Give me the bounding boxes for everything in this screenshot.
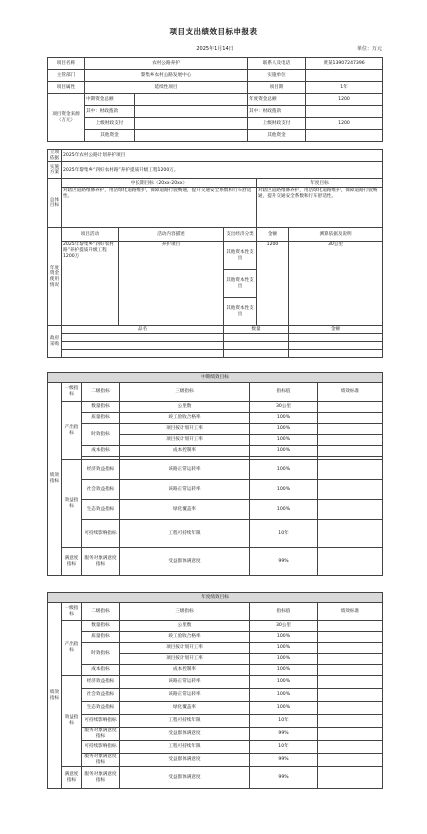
mid-h-l2: 二级指标 xyxy=(82,383,120,402)
year-row-std xyxy=(318,676,383,689)
mid-row-l2: 社会效益指标 xyxy=(82,480,120,500)
fiscal-value-2 xyxy=(306,106,383,118)
year-row-l3: 项目按计划开工率 xyxy=(120,654,250,665)
year-row-l3: 绿化覆盖率 xyxy=(120,702,250,715)
mid-row-l3: 绿化覆盖率 xyxy=(120,500,250,520)
mid-row-l3: 成本控制率 xyxy=(120,446,250,457)
mid-effect-label: 效益指标 xyxy=(62,460,82,548)
year-row-l3: 工程可持续年限 xyxy=(120,741,250,754)
mid-row-l3: 该路正常运转率 xyxy=(120,480,250,500)
mid-h-std: 绩效标准 xyxy=(318,383,383,402)
year-row-l2: 可持续影响指标 xyxy=(82,715,120,728)
plan-table xyxy=(47,149,383,358)
mid-row-val: 100% xyxy=(250,435,318,446)
mid-row-l3: 项目按计划开工率 xyxy=(120,435,250,446)
mid-row-l3: 竣工验收合格率 xyxy=(120,413,250,424)
name-label: 项目名称 xyxy=(48,58,85,70)
mid-row-val: 100% xyxy=(250,480,318,500)
year-row-val: 99% xyxy=(250,754,318,767)
mid-row-std xyxy=(318,446,383,457)
mid-row-val: 100% xyxy=(250,500,318,520)
year-row-l2: 经济效益指标 xyxy=(82,676,120,689)
year-effect-label: 效益指标 xyxy=(62,676,82,767)
fiscal-label: 其中：财政拨款 xyxy=(85,106,135,118)
mid-row-l3: 工程可持续年限 xyxy=(120,520,250,548)
year-row-val: 30公里 xyxy=(250,621,318,632)
act-econ-2: 其他资本性支出 xyxy=(224,270,257,298)
mid-h-val: 指标值 xyxy=(250,383,318,402)
mid-row-l2: 数量指标 xyxy=(82,402,120,413)
year-row-l3: 项目按计划开工率 xyxy=(120,643,250,654)
act-header-desc: 活动内容描述 xyxy=(119,228,224,242)
fiscal-value xyxy=(135,106,248,118)
mid-row-l3: 该路正常运转率 xyxy=(120,460,250,480)
year-row-val: 100% xyxy=(250,643,318,654)
upper-value-2: 1200 xyxy=(306,118,383,130)
mid-goal-text: 对辖区道路维修养护，用活绿化道路维护，保障道路行驶畅通，提升交通安全系数和行车舒适性。 xyxy=(62,188,257,228)
year-section-title: 年度绩效目标 xyxy=(48,593,383,603)
mid-row-std xyxy=(318,460,383,480)
year-perf-label: 绩效指标 xyxy=(48,603,62,789)
gov-cell xyxy=(224,350,289,358)
other-value-2 xyxy=(306,130,383,142)
year-total-label: 年度资金总额 xyxy=(248,94,306,106)
gov-cell xyxy=(289,350,383,358)
dept-label: 主管部门 xyxy=(48,70,85,82)
mid-output-label: 产出指标 xyxy=(62,402,82,460)
impl-value xyxy=(306,70,383,82)
other-value xyxy=(135,130,248,142)
year-row-val: 10年 xyxy=(250,741,318,754)
year-row-l2: 生态效益指标 xyxy=(82,702,120,715)
gov-header-amount: 金额 xyxy=(289,326,383,334)
period-label: 项目期 xyxy=(248,82,306,94)
year-satisfy-label: 满意度指标 xyxy=(62,767,82,789)
year-h-l3: 三级指标 xyxy=(120,603,250,621)
act-econ-3: 其他资本性支出 xyxy=(224,298,257,326)
mid-goal-header: 中长期目标（20xx-20xx） xyxy=(62,179,257,188)
gov-cell xyxy=(62,342,224,350)
year-row-std xyxy=(318,741,383,754)
act-header-basis: 测算依据及说明 xyxy=(289,228,383,242)
year-row-l2: 成本指标 xyxy=(82,665,120,676)
act-header-name: 项目活动 xyxy=(62,228,119,242)
upper-label-2: 上级财政支付 xyxy=(248,118,306,130)
mid-row-std xyxy=(318,548,383,576)
mid-row-l3: 公里数 xyxy=(120,402,250,413)
year-row-std xyxy=(318,632,383,643)
mid-row-val: 100% xyxy=(250,460,318,480)
mid-row-std xyxy=(318,413,383,424)
mid-row-l2: 经济效益指标 xyxy=(82,460,120,480)
year-row-l3: 受益群体满意度 xyxy=(120,754,250,767)
dept-value: 黎集乡农村公路发展中心 xyxy=(85,70,248,82)
year-row-std xyxy=(318,702,383,715)
mid-perf-table xyxy=(47,372,383,576)
impl-label: 实施单位 xyxy=(248,70,306,82)
year-row-l3: 该路正常运转率 xyxy=(120,676,250,689)
mid-row-l2: 可持续影响指标 xyxy=(82,520,120,548)
mid-row-std xyxy=(318,500,383,520)
act-amount: 1200 xyxy=(257,242,289,326)
year-row-l3: 受益群体满意度 xyxy=(120,728,250,741)
mid-row-l2: 时效指标 xyxy=(82,424,120,446)
year-row-std xyxy=(318,767,383,789)
mid-total-value xyxy=(135,94,248,106)
mid-row-std xyxy=(318,424,383,435)
year-row-std xyxy=(318,754,383,767)
mid-row-std xyxy=(318,480,383,500)
year-row-val: 100% xyxy=(250,689,318,702)
mid-row-val: 100% xyxy=(250,413,318,424)
mid-row-l2: 成本指标 xyxy=(82,446,120,457)
attr-value: 延续性项目 xyxy=(85,82,248,94)
gov-cell xyxy=(289,342,383,350)
gov-cell xyxy=(289,334,383,342)
fiscal-label-2: 其中：财政拨款 xyxy=(248,106,306,118)
mid-row-val: 100% xyxy=(250,446,318,457)
year-total-value: 1200 xyxy=(306,94,383,106)
mid-row-l2: 服务对象满意度指标 xyxy=(82,548,120,576)
upper-label: 上级财政支付 xyxy=(85,118,135,130)
mid-row-l3: 项目按计划开工率 xyxy=(120,424,250,435)
year-row-std xyxy=(318,728,383,741)
mid-row-val: 10年 xyxy=(250,520,318,548)
year-row-std xyxy=(318,715,383,728)
year-output-label: 产出指标 xyxy=(62,621,82,676)
year-row-l3: 竣工验收合格率 xyxy=(120,632,250,643)
mid-h-l3: 三级指标 xyxy=(120,383,250,402)
year-row-l2: 可持续影响指标 xyxy=(82,741,120,754)
act-header-amount: 金额 xyxy=(257,228,289,242)
year-row-std xyxy=(318,643,383,654)
basis-value: 2025年农村公路计划养护项目 xyxy=(62,150,383,162)
year-row-l2: 时效指标 xyxy=(82,643,120,665)
year-h-std: 绩效标准 xyxy=(318,603,383,621)
mid-perf-label: 绩效指标 xyxy=(48,383,62,576)
attr-label: 项目属性 xyxy=(48,82,85,94)
year-goal-header: 年度目标 xyxy=(257,179,383,188)
contact-label: 联系人及电话 xyxy=(248,58,306,70)
goals-label: 总体目标 xyxy=(48,179,62,228)
year-row-l2: 服务对象满意度指标 xyxy=(82,767,120,789)
year-row-l3: 公里数 xyxy=(120,621,250,632)
unit-label: 单位：万元 xyxy=(356,46,382,52)
mid-row-val: 30公里 xyxy=(250,402,318,413)
year-row-std xyxy=(318,665,383,676)
mid-h-l1: 一级指标 xyxy=(62,383,82,402)
mid-section-title: 中期绩效目标 xyxy=(48,373,383,383)
gov-cell xyxy=(224,334,289,342)
funds-label: 项目资金来源（万元） xyxy=(48,94,85,142)
year-row-l2: 质量指标 xyxy=(82,632,120,643)
mid-row-std xyxy=(318,520,383,548)
year-row-val: 100% xyxy=(250,654,318,665)
year-row-l2: 社会效益指标 xyxy=(82,689,120,702)
year-row-l2: 服务对象满意度指标 xyxy=(82,728,120,741)
gov-header-qty: 数量 xyxy=(224,326,289,334)
activities-label: 年度资金使用情况 xyxy=(48,228,62,326)
gov-cell xyxy=(62,334,224,342)
year-row-std xyxy=(318,621,383,632)
year-goal-text: 对辖区道路维修养护，用活绿化道路维护，保障道路行驶畅通，提升交通安全系数和行车舒适性。 xyxy=(257,188,383,228)
contact-value: 黄某13907247396 xyxy=(306,58,383,70)
year-h-l2: 二级指标 xyxy=(82,603,120,621)
year-row-val: 10年 xyxy=(250,715,318,728)
mid-row-l3: 受益群体满意度 xyxy=(120,548,250,576)
mid-row-std xyxy=(318,435,383,446)
year-row-val: 100% xyxy=(250,676,318,689)
year-row-l3: 该路正常运转率 xyxy=(120,689,250,702)
basis-label: 立项依据 xyxy=(48,150,62,162)
year-perf-table xyxy=(47,592,383,789)
act-header-econ: 支出经济分类 xyxy=(224,228,257,242)
other-label: 其他资金 xyxy=(85,130,135,142)
plan-label: 实施方案 xyxy=(48,162,62,179)
gov-cell xyxy=(224,342,289,350)
year-row-val: 99% xyxy=(250,767,318,789)
mid-row-l2: 生态效益指标 xyxy=(82,500,120,520)
plan-value: 2025年黎集乡“四好农村路”养护提质升级工程1200万。 xyxy=(62,162,383,179)
year-row-l2: 服务对象满意度指标 xyxy=(82,754,120,767)
year-row-val: 100% xyxy=(250,665,318,676)
gov-header-item: 品名 xyxy=(62,326,224,334)
upper-value xyxy=(135,118,248,130)
act-desc: 养护项目 xyxy=(119,242,224,326)
year-row-val: 100% xyxy=(250,702,318,715)
mid-satisfy-label: 满意度指标 xyxy=(62,548,82,576)
act-name: 2025年黎集乡“四好农村路”养护提质升级工程1200万 xyxy=(62,242,119,326)
other-label-2: 其他资金 xyxy=(248,130,306,142)
year-h-l1: 一级指标 xyxy=(62,603,82,621)
basic-info-table xyxy=(47,57,383,142)
gov-cell xyxy=(62,350,224,358)
report-date: 2025年1月14日 xyxy=(196,46,234,52)
year-row-val: 99% xyxy=(250,728,318,741)
year-row-l3: 受益群体满意度 xyxy=(120,767,250,789)
year-row-l3: 成本控制率 xyxy=(120,665,250,676)
mid-row-val: 99% xyxy=(250,548,318,576)
period-value: 1年 xyxy=(306,82,383,94)
act-basis: 30公里 xyxy=(289,242,383,326)
year-row-l2: 数量指标 xyxy=(82,621,120,632)
year-row-std xyxy=(318,689,383,702)
year-row-val: 100% xyxy=(250,632,318,643)
year-row-std xyxy=(318,654,383,665)
mid-row-l2: 质量指标 xyxy=(82,413,120,424)
gov-label: 政府采购 xyxy=(48,326,62,358)
project-name: 农村公路养护 xyxy=(85,58,248,70)
act-econ-1: 其他资本性支出 xyxy=(224,242,257,270)
page-title: 项目支出绩效目标申报表 xyxy=(169,27,258,36)
year-row-l3: 工程可持续年限 xyxy=(120,715,250,728)
mid-row-val: 100% xyxy=(250,424,318,435)
mid-total-label: 中期资金总额 xyxy=(85,94,135,106)
mid-row-std xyxy=(318,402,383,413)
year-h-val: 指标值 xyxy=(250,603,318,621)
